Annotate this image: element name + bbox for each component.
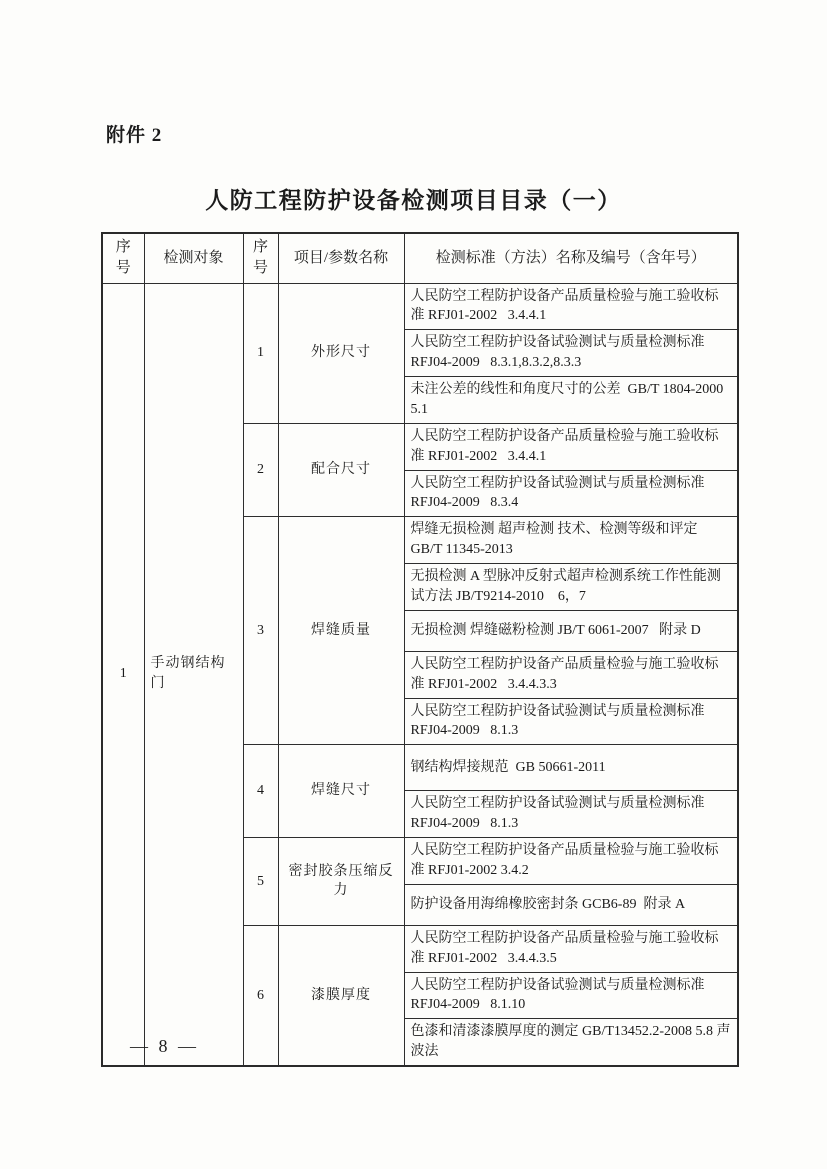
standard-cell: 人民防空工程防护设备试验测试与质量检测标准 RFJ04-2009 8.3.1,8.3.2,8.3.3 xyxy=(404,330,738,377)
standard-cell: 钢结构焊接规范 GB 50661-2011 xyxy=(404,745,738,791)
inspection-catalog-table xyxy=(101,232,739,1067)
item-index-cell: 3 xyxy=(243,517,278,745)
table-header-row xyxy=(102,233,738,283)
item-name-cell: 密封胶条压缩反力 xyxy=(278,838,404,926)
item-index-cell: 4 xyxy=(243,745,278,838)
item-index-cell: 5 xyxy=(243,838,278,926)
item-index-cell: 1 xyxy=(243,283,278,423)
header-standard: 检测标准（方法）名称及编号（含年号） xyxy=(404,233,738,283)
standard-cell: 人民防空工程防护设备试验测试与质量检测标准 RFJ04-2009 8.1.10 xyxy=(404,972,738,1019)
test-object-cell: 手动钢结构门 xyxy=(144,283,243,1066)
standard-cell: 人民防空工程防护设备试验测试与质量检测标准 RFJ04-2009 8.1.3 xyxy=(404,698,738,745)
attachment-label: 附件 2 xyxy=(106,125,163,146)
header-test-object: 检测对象 xyxy=(144,233,243,283)
item-name-cell: 外形尺寸 xyxy=(278,283,404,423)
standard-cell: 人民防空工程防护设备产品质量检验与施工验收标准 RFJ01-2002 3.4.4.3.3 xyxy=(404,651,738,698)
standard-cell: 未注公差的线性和角度尺寸的公差 GB/T 1804-2000 5.1 xyxy=(404,377,738,424)
row-index-cell: 1 xyxy=(102,283,144,1066)
item-index-cell: 2 xyxy=(243,423,278,517)
page-number: — 8 — xyxy=(130,1036,199,1056)
header-serial-no: 序号 xyxy=(102,233,144,283)
standard-cell: 人民防空工程防护设备产品质量检验与施工验收标准 RFJ01-2002 3.4.4.1 xyxy=(404,423,738,470)
standard-cell: 人民防空工程防护设备试验测试与质量检测标准 RFJ04-2009 8.3.4 xyxy=(404,470,738,517)
standard-cell: 防护设备用海绵橡胶密封条 GCB6-89 附录 A xyxy=(404,884,738,925)
item-name-cell: 焊缝质量 xyxy=(278,517,404,745)
page-title: 人防工程防护设备检测项目目录（一） xyxy=(205,188,622,213)
standard-cell: 人民防空工程防护设备产品质量检验与施工验收标准 RFJ01-2002 3.4.2 xyxy=(404,838,738,885)
header-item-serial-no: 序号 xyxy=(243,233,278,283)
item-name-cell: 配合尺寸 xyxy=(278,423,404,517)
item-name-cell: 焊缝尺寸 xyxy=(278,745,404,838)
table-row xyxy=(102,283,738,330)
standard-cell: 人民防空工程防护设备试验测试与质量检测标准 RFJ04-2009 8.1.3 xyxy=(404,791,738,838)
standard-cell: 色漆和清漆漆膜厚度的测定 GB/T13452.2-2008 5.8 声波法 xyxy=(404,1019,738,1066)
item-index-cell: 6 xyxy=(243,925,278,1066)
header-item-name: 项目/参数名称 xyxy=(278,233,404,283)
standard-cell: 焊缝无损检测 超声检测 技术、检测等级和评定 GB/T 11345-2013 xyxy=(404,517,738,564)
standard-cell: 无损检测 A 型脉冲反射式超声检测系统工作性能测试方法 JB/T9214-2010 6，7 xyxy=(404,564,738,611)
standard-cell: 无损检测 焊缝磁粉检测 JB/T 6061-2007 附录 D xyxy=(404,610,738,651)
item-name-cell: 漆膜厚度 xyxy=(278,925,404,1066)
standard-cell: 人民防空工程防护设备产品质量检验与施工验收标准 RFJ01-2002 3.4.4.3.5 xyxy=(404,925,738,972)
standard-cell: 人民防空工程防护设备产品质量检验与施工验收标准 RFJ01-2002 3.4.4.1 xyxy=(404,283,738,330)
